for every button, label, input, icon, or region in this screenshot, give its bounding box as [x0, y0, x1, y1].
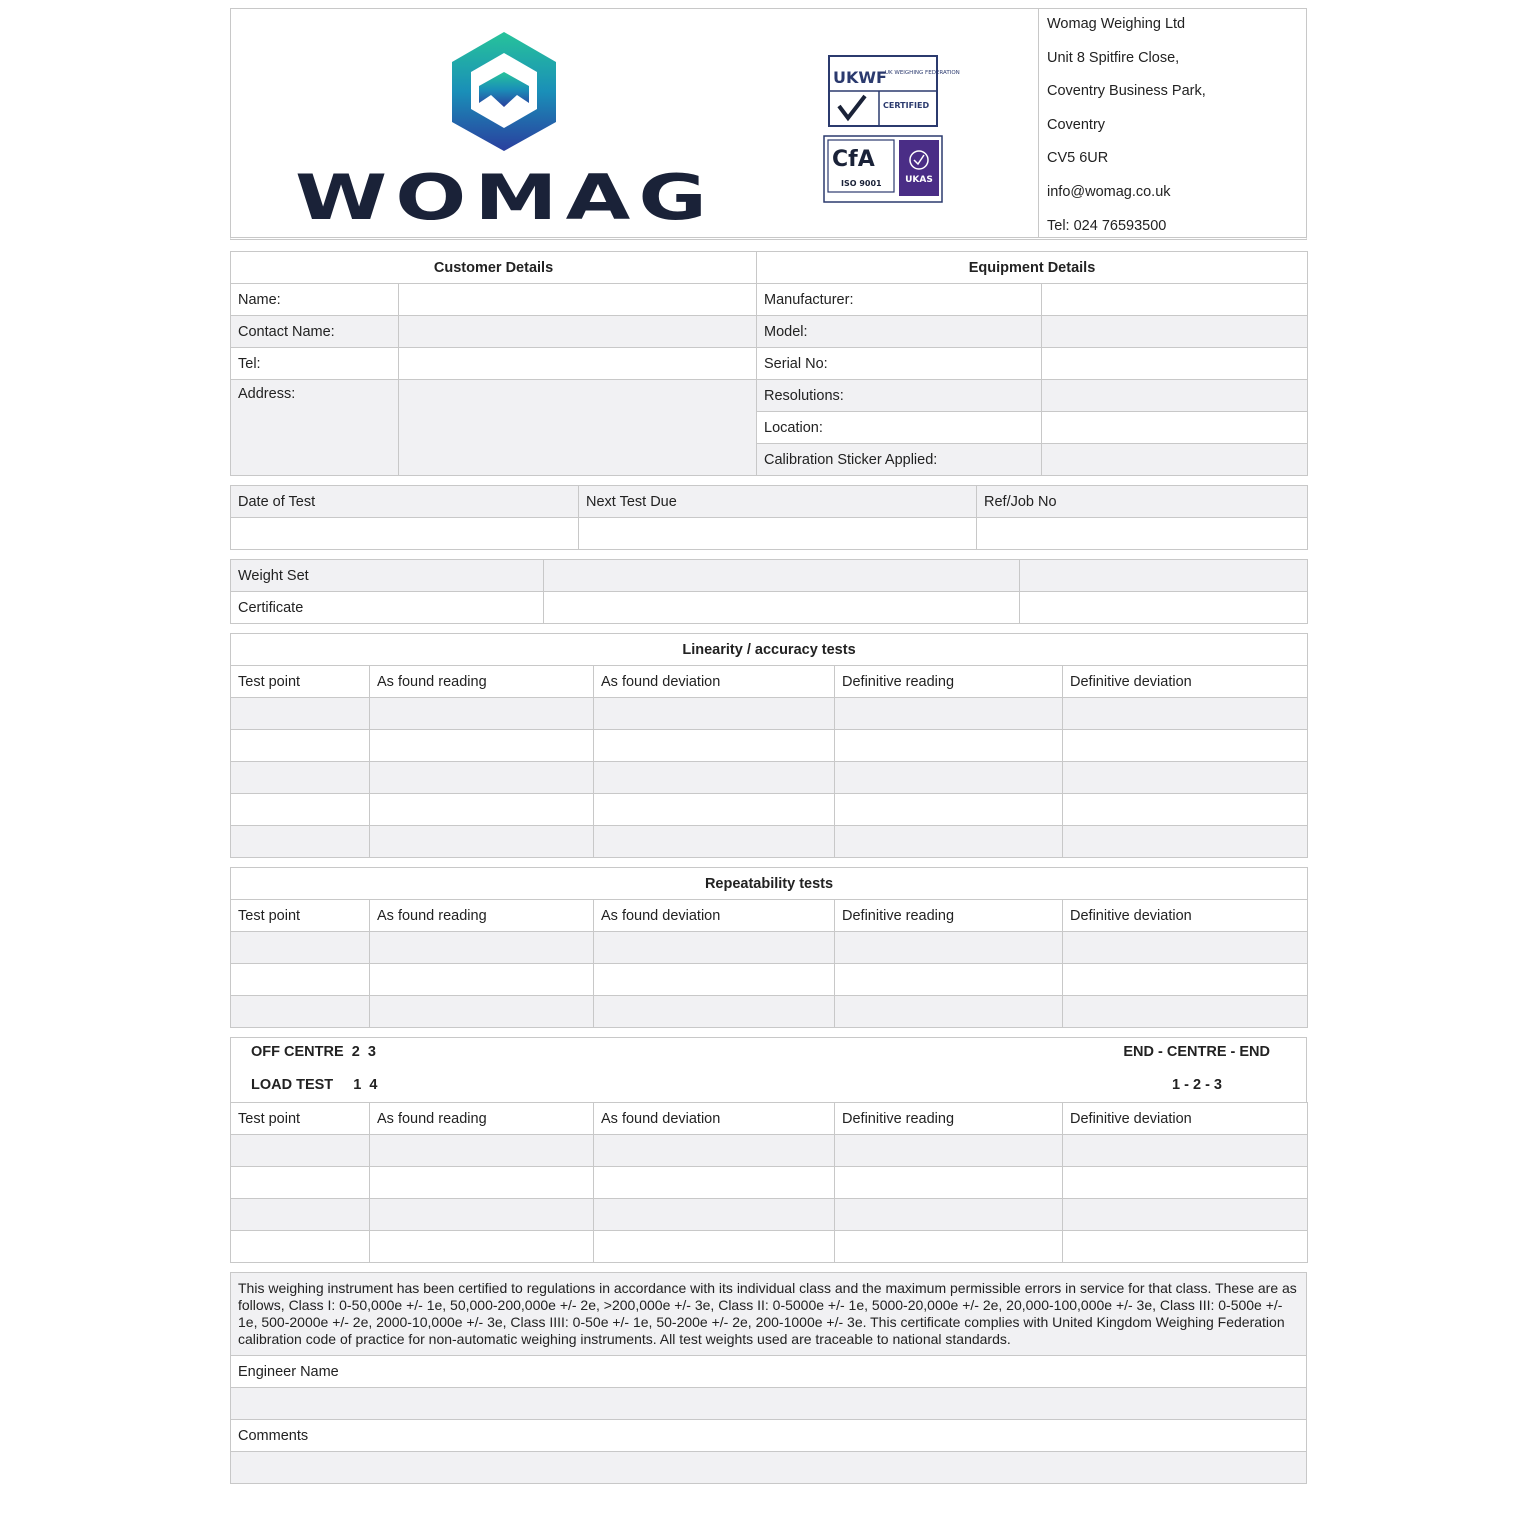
col-test-point: Test point: [231, 1103, 370, 1135]
linearity-title: Linearity / accuracy tests: [231, 634, 1308, 666]
cell[interactable]: [1063, 1199, 1308, 1231]
womag-logo: [293, 29, 718, 234]
location-field[interactable]: [1042, 412, 1308, 444]
col-test-point: Test point: [231, 900, 370, 932]
table-row: [231, 826, 1308, 858]
cell[interactable]: [835, 794, 1063, 826]
cell[interactable]: [231, 730, 370, 762]
address-label: Address:: [231, 380, 399, 476]
tel-label: Tel:: [231, 348, 399, 380]
cell[interactable]: [231, 932, 370, 964]
ukwf-certified-badge: [829, 56, 960, 126]
cell[interactable]: [594, 1135, 835, 1167]
next-test-due-field[interactable]: [579, 518, 977, 550]
weight-set-table: [230, 559, 1308, 624]
certificate-label: Certificate: [231, 592, 544, 624]
certification-statement: This weighing instrument has been certified to regulations in accordance with its individual class and the maximum permissible errors in service for that class. These are as follows, Class I: 0-50,000e +/- 1e, 50,000-200,000e +/- 2e, >200,000e +/- 3e, Class II: 0-5000e +/- 1e, 5000-20,000e +/- 2e, 20,000-100,000e +/- 3e, Class III: 0-500e +/- 1e, 500-2000e +/- 2e, 2000-10,000e +/- 3e, Class IIII: 0-50e +/- 1e, 50-200e +/- 2e, 200-1000e +/- 3e. This certificate complies with United Kingdom Weighing Federation calibration code of practice for non-automatic weighing instruments. All test weights used are traceable to national standards.: [231, 1273, 1307, 1356]
cell[interactable]: [231, 1199, 370, 1231]
equipment-details-header: Equipment Details: [757, 252, 1308, 284]
address-line: Coventry Business Park,: [1047, 83, 1206, 100]
customer-name-field[interactable]: [399, 284, 757, 316]
model-field[interactable]: [1042, 316, 1308, 348]
col-definitive-deviation: Definitive deviation: [1063, 666, 1308, 698]
table-row: [231, 996, 1308, 1028]
cell[interactable]: [231, 1167, 370, 1199]
svg-text:ISO 9001: ISO 9001: [841, 179, 882, 188]
table-row: [231, 1199, 1308, 1231]
col-as-found-reading: As found reading: [370, 1103, 594, 1135]
cell[interactable]: [594, 1199, 835, 1231]
table-row: [231, 1231, 1308, 1263]
cell[interactable]: [594, 932, 835, 964]
svg-text:CERTIFIED: CERTIFIED: [883, 101, 930, 110]
cell[interactable]: [1063, 826, 1308, 858]
cell[interactable]: [370, 1135, 594, 1167]
cell[interactable]: [370, 730, 594, 762]
resolutions-label: Resolutions:: [757, 380, 1042, 412]
email: info@womag.co.uk: [1047, 183, 1171, 200]
cell[interactable]: [231, 996, 370, 1028]
address-line: Unit 8 Spitfire Close,: [1047, 49, 1180, 66]
cell[interactable]: [370, 1199, 594, 1231]
cell[interactable]: [231, 1231, 370, 1263]
table-row: [231, 794, 1308, 826]
cell[interactable]: [1063, 1231, 1308, 1263]
postcode: CV5 6UR: [1047, 150, 1109, 167]
cell[interactable]: [1063, 1135, 1308, 1167]
ref-job-no-label: Ref/Job No: [977, 486, 1308, 518]
comments-label: Comments: [231, 1420, 1307, 1452]
manufacturer-label: Manufacturer:: [757, 284, 1042, 316]
next-test-due-label: Next Test Due: [579, 486, 977, 518]
cell[interactable]: [1063, 1167, 1308, 1199]
cell[interactable]: [835, 730, 1063, 762]
cell[interactable]: [370, 932, 594, 964]
col-definitive-deviation: Definitive deviation: [1063, 900, 1308, 932]
cell[interactable]: [594, 826, 835, 858]
cell[interactable]: [1063, 932, 1308, 964]
sticker-applied-label: Calibration Sticker Applied:: [757, 444, 1042, 476]
position-order-label: 1 - 2 - 3: [1172, 1077, 1222, 1093]
certificate-extra-field[interactable]: [1020, 592, 1308, 624]
weight-set-extra-field[interactable]: [1020, 560, 1308, 592]
cell[interactable]: [594, 794, 835, 826]
linearity-table: [230, 633, 1308, 858]
cell[interactable]: [231, 762, 370, 794]
certification-badges: [823, 54, 960, 204]
cell[interactable]: [835, 1231, 1063, 1263]
cell[interactable]: [1063, 996, 1308, 1028]
model-label: Model:: [757, 316, 1042, 348]
cell[interactable]: [1063, 964, 1308, 996]
col-definitive-reading: Definitive reading: [835, 1103, 1063, 1135]
col-as-found-deviation: As found deviation: [594, 900, 835, 932]
womag-wordmark: WOMAG: [295, 161, 715, 234]
svg-text:UKWF: UKWF: [833, 68, 887, 87]
cfa-ukas-badge: [824, 136, 942, 202]
cell[interactable]: [835, 964, 1063, 996]
dates-table: [230, 485, 1308, 550]
cell[interactable]: [835, 1167, 1063, 1199]
cell[interactable]: [1063, 794, 1308, 826]
weight-set-label: Weight Set: [231, 560, 544, 592]
customer-name-label: Name:: [231, 284, 399, 316]
calibration-certificate: [230, 8, 1307, 1484]
load-test-label: LOAD TEST 1 4: [251, 1077, 378, 1093]
serial-no-label: Serial No:: [757, 348, 1042, 380]
cell[interactable]: [231, 964, 370, 996]
engineer-name-label: Engineer Name: [231, 1356, 1307, 1388]
engineer-name-field[interactable]: [231, 1388, 1307, 1420]
repeatability-table: [230, 867, 1308, 1028]
contact-name-label: Contact Name:: [231, 316, 399, 348]
cell[interactable]: [370, 996, 594, 1028]
company-name: Womag Weighing Ltd: [1047, 16, 1186, 32]
col-as-found-deviation: As found deviation: [594, 666, 835, 698]
customer-details-header: Customer Details: [231, 252, 757, 284]
end-centre-end-label: END - CENTRE - END: [1123, 1044, 1270, 1060]
certificate-field[interactable]: [544, 592, 1020, 624]
cell[interactable]: [370, 762, 594, 794]
cell[interactable]: [594, 762, 835, 794]
col-test-point: Test point: [231, 666, 370, 698]
telephone: Tel: 024 76593500: [1047, 217, 1167, 234]
cell[interactable]: [594, 996, 835, 1028]
comments-field[interactable]: [231, 1452, 1307, 1484]
col-definitive-reading: Definitive reading: [835, 900, 1063, 932]
off-centre-table: [230, 1102, 1308, 1263]
cell[interactable]: [231, 698, 370, 730]
date-of-test-field[interactable]: [231, 518, 579, 550]
resolutions-field[interactable]: [1042, 380, 1308, 412]
table-row: [231, 964, 1308, 996]
tel-field[interactable]: [399, 348, 757, 380]
sticker-applied-field[interactable]: [1042, 444, 1308, 476]
col-as-found-reading: As found reading: [370, 666, 594, 698]
cell[interactable]: [370, 698, 594, 730]
address-line: Coventry: [1047, 116, 1106, 133]
cell[interactable]: [1063, 698, 1308, 730]
cell[interactable]: [835, 1135, 1063, 1167]
cell[interactable]: [594, 1167, 835, 1199]
cell[interactable]: [835, 932, 1063, 964]
cell[interactable]: [594, 730, 835, 762]
col-as-found-reading: As found reading: [370, 900, 594, 932]
customer-equipment-table: [230, 251, 1308, 476]
table-row: [231, 730, 1308, 762]
svg-text:UKAS: UKAS: [905, 175, 933, 185]
cell[interactable]: [1063, 730, 1308, 762]
address-field[interactable]: [399, 380, 757, 476]
cell[interactable]: [594, 1231, 835, 1263]
cell[interactable]: [370, 794, 594, 826]
col-definitive-deviation: Definitive deviation: [1063, 1103, 1308, 1135]
cell[interactable]: [370, 1167, 594, 1199]
svg-text:UK WEIGHING FEDERATION: UK WEIGHING FEDERATION: [885, 70, 960, 76]
table-row: [231, 932, 1308, 964]
repeatability-title: Repeatability tests: [231, 868, 1308, 900]
table-row: [231, 698, 1308, 730]
date-of-test-label: Date of Test: [231, 486, 579, 518]
cell[interactable]: [594, 964, 835, 996]
location-label: Location:: [757, 412, 1042, 444]
letterhead: [230, 8, 1307, 240]
serial-no-field[interactable]: [1042, 348, 1308, 380]
off-centre-section: [230, 1037, 1307, 1102]
cell[interactable]: [370, 826, 594, 858]
cell[interactable]: [231, 794, 370, 826]
weight-set-field[interactable]: [544, 560, 1020, 592]
svg-text:CfA: CfA: [832, 147, 875, 172]
contact-name-field[interactable]: [399, 316, 757, 348]
cell[interactable]: [835, 1199, 1063, 1231]
cell[interactable]: [370, 1231, 594, 1263]
footer-table: [230, 1272, 1307, 1484]
company-address: [1038, 9, 1307, 238]
col-definitive-reading: Definitive reading: [835, 666, 1063, 698]
cell[interactable]: [835, 698, 1063, 730]
cell[interactable]: [231, 826, 370, 858]
cell[interactable]: [370, 964, 594, 996]
cell[interactable]: [835, 826, 1063, 858]
table-row: [231, 1167, 1308, 1199]
table-row: [231, 762, 1308, 794]
off-centre-label: OFF CENTRE 2 3: [251, 1044, 376, 1060]
cell[interactable]: [231, 1135, 370, 1167]
ref-job-no-field[interactable]: [977, 518, 1308, 550]
cell[interactable]: [835, 996, 1063, 1028]
table-row: [231, 1135, 1308, 1167]
manufacturer-field[interactable]: [1042, 284, 1308, 316]
cell[interactable]: [1063, 762, 1308, 794]
cell[interactable]: [594, 698, 835, 730]
cell[interactable]: [835, 762, 1063, 794]
col-as-found-deviation: As found deviation: [594, 1103, 835, 1135]
